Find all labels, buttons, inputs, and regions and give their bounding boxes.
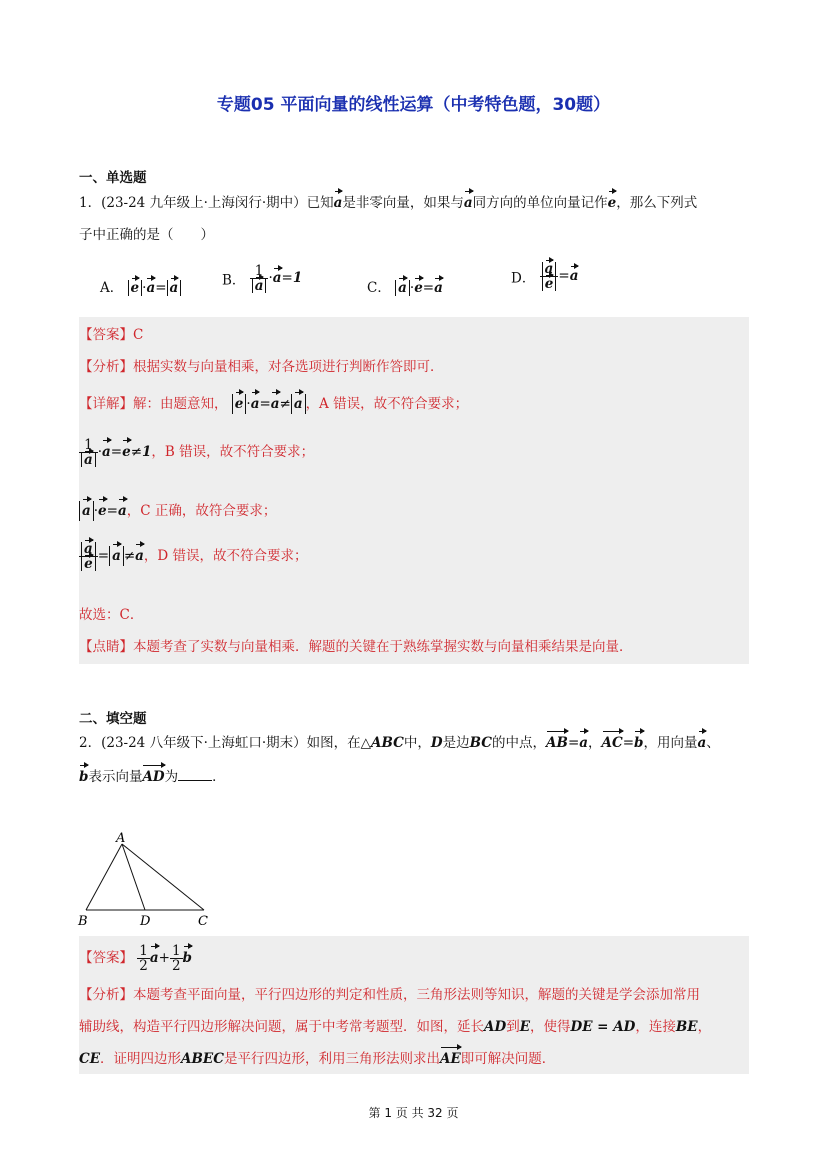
median-ad: [122, 844, 145, 910]
q1-detail-d: $\frac{a}{e}$ = a ≠a，D 错误，故不符合要求；: [79, 542, 308, 571]
q1-detail-c: a ·e=a，C 正确，故符合要求；: [79, 501, 276, 521]
question-2-text: 2．(23-24 八年级下·上海虹口·期末）如图，在△ABC中，D是边BC的中点，AB=a，AC=b，用向量a、: [79, 735, 720, 751]
q1-analysis: 【分析】根据实数与向量相乘，对各选项进行判断作答即可．: [79, 359, 444, 375]
side-ac: [122, 844, 204, 910]
q2-analysis-line3: CE．证明四边形ABEC是平行四边形，利用三角形法则求出AE即可解决问题．: [79, 1051, 556, 1067]
side-ab: [86, 844, 122, 910]
q1-answer: 【答案】C: [79, 327, 144, 343]
label-b: B: [78, 914, 88, 929]
option-c: C． a ·e=a: [367, 280, 443, 296]
q1-detail-b: $\frac{1}{a}$ ·a=e≠1，B 错误，故不符合要求；: [79, 438, 314, 467]
q2-answer: 【答案】 $\frac{1}{2}$ a+ $\frac{1}{2}$ b: [79, 943, 192, 974]
section-heading-single-choice: 一、单选题: [79, 170, 147, 186]
triangle-figure: [74, 828, 224, 930]
label-d: D: [140, 914, 151, 929]
question-2-text-line2: b表示向量AD为 ．: [79, 769, 226, 785]
option-a: A． e ·a= a: [100, 276, 181, 296]
q2-analysis-line2: 辅助线，构造平行四边形解决问题，属于中考常考题型．如图，延长AD到E，使得DE = AD，连接BE，: [79, 1019, 712, 1035]
question-1-text: 1．(23-24 九年级上·上海闵行·期中）已知a是非零向量，如果与a同方向的单位向量记作e，那么下列式: [79, 195, 698, 211]
question-1-text-line2: 子中正确的是（ ）: [79, 227, 214, 243]
option-d: D． $\frac{a}{e}$ =a: [511, 261, 579, 292]
label-c: C: [198, 914, 208, 929]
q1-point: 【点睛】本题考查了实数与向量相乘．解题的关键在于熟练掌握实数与向量相乘结果是向量．: [79, 639, 633, 655]
answer-blank: [178, 768, 212, 781]
q1-detail-a: 【详解】解：由题意知， e ·a=a≠ a ，A 错误，故不符合要求；: [79, 396, 469, 412]
q1-conclusion: 故选：C．: [79, 607, 144, 623]
option-b: B． $\frac{1}{a}$ ·a=1: [222, 263, 303, 294]
page-title: 专题05 平面向量的线性运算（中考特色题，30题）: [216, 95, 611, 115]
q2-analysis-line1: 【分析】本题考查平面向量，平行四边形的判定和性质，三角形法则等知识，解题的关键是学会添加常用: [79, 987, 700, 1003]
label-a: A: [116, 831, 126, 846]
page-footer: 第 1 页 共 32 页: [368, 1106, 459, 1120]
section-heading-fill-blank: 二、填空题: [79, 711, 147, 727]
